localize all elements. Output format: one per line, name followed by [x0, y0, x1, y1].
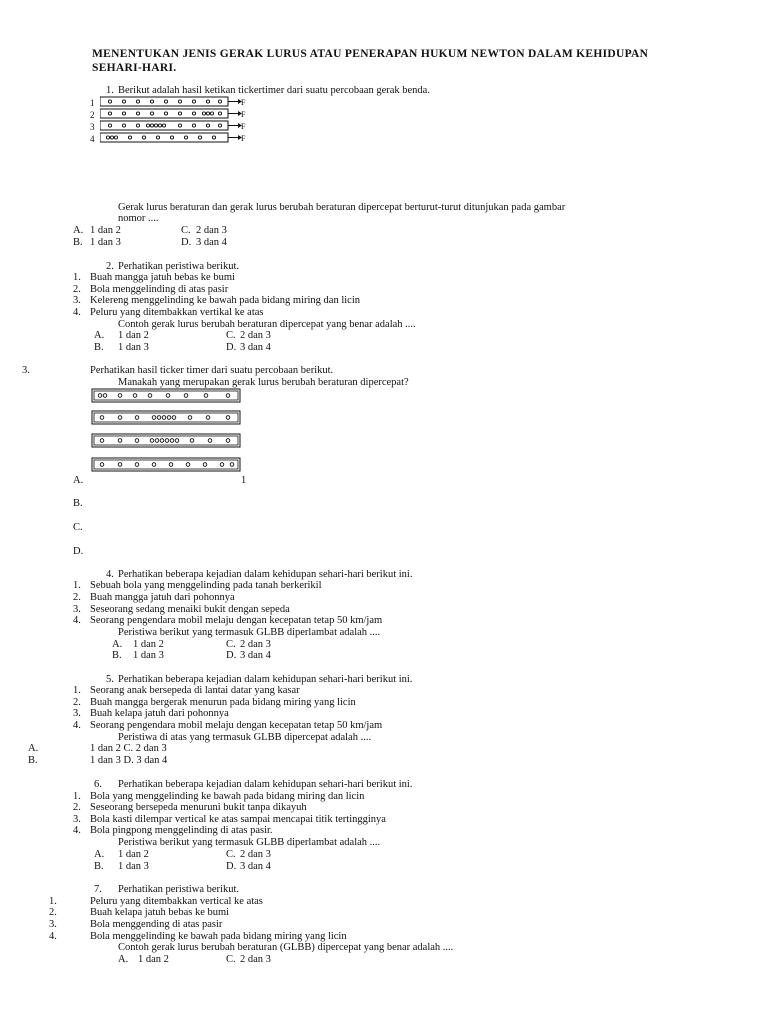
ticker-dot: [212, 136, 215, 139]
q6-option-d-letter[interactable]: D.: [226, 861, 237, 872]
ticker-dot: [136, 124, 139, 127]
ticker-dot: [218, 124, 221, 127]
q7-item-2: Buah kelapa jatuh bebas ke bumi: [90, 907, 230, 918]
q5-prompt: Perhatikan beberapa kejadian dalam kehidupan sehari-hari berikut ini.: [118, 674, 413, 685]
q2-number: 2.: [106, 261, 114, 272]
q4-option-b[interactable]: 1 dan 3: [133, 650, 164, 661]
ticker-dot: [100, 439, 104, 443]
q6-item-1-number: 1.: [73, 791, 81, 802]
ticker-dot: [178, 112, 181, 115]
q1-tape-4: [100, 133, 242, 142]
q4-option-c[interactable]: 2 dan 3: [240, 639, 271, 650]
ticker-dot: [133, 394, 137, 398]
q3-tape-2: [92, 411, 240, 424]
q5-item-3-number: 3.: [73, 708, 81, 719]
ticker-dot: [226, 394, 230, 398]
ticker-dot: [210, 112, 213, 115]
q1-question-line1: Gerak lurus beraturan dan gerak lurus berubah beraturan dipercepat berturut-turut ditunjukan pada gambar: [118, 202, 566, 213]
q3-option-d[interactable]: D.: [73, 546, 84, 557]
ticker-dot: [226, 416, 230, 420]
ticker-dot: [184, 394, 188, 398]
q7-item-4-number: 4.: [49, 931, 57, 942]
q4-question: Peristiwa berikut yang termasuk GLBB diperlambat adalah ....: [118, 627, 381, 638]
ticker-dot: [103, 394, 107, 398]
q3-tape-4: [92, 458, 240, 471]
ticker-dot: [169, 463, 173, 467]
page-title-line1: MENENTUKAN JENIS GERAK LURUS ATAU PENERAPAN HUKUM NEWTON DALAM KEHIDUPAN: [92, 48, 649, 60]
q6-prompt: Perhatikan beberapa kejadian dalam kehidupan sehari-hari berikut ini.: [118, 779, 413, 790]
ticker-dot: [175, 439, 179, 443]
q6-option-c[interactable]: 2 dan 3: [240, 849, 271, 860]
q5-option-row1-letter[interactable]: A.: [28, 743, 39, 754]
q2-item-3-number: 3.: [73, 295, 81, 306]
q5-option-row2[interactable]: 1 dan 3 D. 3 dan 4: [90, 755, 168, 766]
q2-item-1-number: 1.: [73, 272, 81, 283]
ticker-dot: [178, 100, 181, 103]
q3-option-a[interactable]: A.: [73, 475, 84, 486]
ticker-dot: [192, 100, 195, 103]
ticker-dot: [118, 439, 122, 443]
ticker-dot: [150, 112, 153, 115]
q5-item-1-number: 1.: [73, 685, 81, 696]
ticker-dot: [108, 100, 111, 103]
q5-item-1: Seorang anak bersepeda di lantai datar yang kasar: [90, 685, 300, 696]
q2-option-c[interactable]: 2 dan 3: [240, 330, 271, 341]
ticker-dot: [100, 416, 104, 420]
q4-option-b-letter[interactable]: B.: [112, 650, 122, 661]
q7-item-3: Bola menggending di atas pasir: [90, 919, 223, 930]
q7-option-a[interactable]: 1 dan 2: [138, 954, 169, 965]
ticker-dot: [208, 439, 212, 443]
ticker-dot: [202, 112, 205, 115]
ticker-dot: [110, 136, 113, 139]
ticker-dot: [157, 416, 161, 420]
ticker-dot: [226, 439, 230, 443]
ticker-dot: [98, 394, 102, 398]
q2-item-3: Kelereng menggelinding ke bawah pada bidang miring dan licin: [90, 295, 361, 306]
q2-item-4: Peluru yang ditembakkan vertikal ke atas: [90, 307, 264, 318]
ticker-dot: [108, 124, 111, 127]
q6-option-a-letter[interactable]: A.: [94, 849, 105, 860]
q3-tape-1: [92, 389, 240, 402]
q3-option-b[interactable]: B.: [73, 498, 83, 509]
q6-item-3-number: 3.: [73, 814, 81, 825]
q4-option-d[interactable]: 3 dan 4: [240, 650, 271, 661]
q2-item-2-number: 2.: [73, 284, 81, 295]
q2-option-b-letter[interactable]: B.: [94, 342, 104, 353]
ticker-dot: [218, 112, 221, 115]
q2-option-b[interactable]: 1 dan 3: [118, 342, 149, 353]
q7-number: 7.: [94, 884, 102, 895]
q1-tape-2: [100, 109, 242, 118]
ticker-dot: [230, 463, 234, 467]
ticker-dot: [122, 100, 125, 103]
q6-item-4: Bola pingpong menggelinding di atas pasir.: [90, 825, 273, 836]
q7-option-a-letter[interactable]: A.: [118, 954, 129, 965]
ticker-dot: [106, 136, 109, 139]
ticker-dot: [136, 112, 139, 115]
q4-option-a-letter[interactable]: A.: [112, 639, 123, 650]
q2-item-2: Bola menggelinding di atas pasir: [90, 284, 229, 295]
q6-option-d[interactable]: 3 dan 4: [240, 861, 271, 872]
q6-option-c-letter[interactable]: C.: [226, 849, 236, 860]
ticker-dot: [198, 136, 201, 139]
ticker-dot: [192, 112, 195, 115]
q6-option-b-letter[interactable]: B.: [94, 861, 104, 872]
ticker-dot: [206, 124, 209, 127]
q1-tape-label-3: 3: [90, 122, 95, 132]
q3-ticker-tape-figure: [90, 388, 250, 478]
q1-arrow-label-4: F: [241, 134, 246, 143]
q7-prompt: Perhatikan peristiwa berikut.: [118, 884, 240, 895]
q4-item-4-number: 4.: [73, 615, 81, 626]
ticker-dot: [170, 136, 173, 139]
q2-option-d-letter[interactable]: D.: [226, 342, 237, 353]
q2-option-c-letter[interactable]: C.: [226, 330, 236, 341]
ticker-dot: [192, 124, 195, 127]
ticker-dot: [190, 439, 194, 443]
q1-option-a[interactable]: 1 dan 2: [90, 225, 121, 236]
q1-arrow-label-1: F: [241, 98, 246, 107]
q4-item-2: Buah mangga jatuh dari pohonnya: [90, 592, 235, 603]
q5-item-2: Buah mangga bergerak menurun pada bidang miring yang licin: [90, 697, 356, 708]
q1-tape-3: [100, 121, 242, 130]
q4-item-1: Sebuah bola yang menggelinding pada tanah berkerikil: [90, 580, 322, 591]
q4-option-d-letter[interactable]: D.: [226, 650, 237, 661]
ticker-dot: [152, 463, 156, 467]
q5-item-2-number: 2.: [73, 697, 81, 708]
q3-tape-3: [92, 434, 240, 447]
q2-option-a[interactable]: 1 dan 2: [118, 330, 149, 341]
ticker-dot: [158, 124, 161, 127]
q2-question: Contoh gerak lurus berubah beraturan dipercepat yang benar adalah ....: [118, 319, 416, 330]
q6-item-2: Seseorang bersepeda menuruni bukit tanpa dikayuh: [90, 802, 307, 813]
ticker-dot: [220, 463, 224, 467]
q1-option-d[interactable]: 3 dan 4: [196, 237, 227, 248]
ticker-dot: [156, 136, 159, 139]
ticker-dot: [162, 416, 166, 420]
q6-number: 6.: [94, 779, 102, 790]
q1-arrow-label-2: F: [241, 110, 246, 119]
q3-option-c[interactable]: C.: [73, 522, 83, 533]
q3-number: 3.: [22, 365, 30, 376]
ticker-dot: [146, 124, 149, 127]
ticker-dot: [164, 100, 167, 103]
ticker-dot: [128, 136, 131, 139]
ticker-dot: [108, 112, 111, 115]
ticker-dot: [136, 100, 139, 103]
ticker-dot: [114, 136, 117, 139]
ticker-dot: [118, 416, 122, 420]
ticker-dot: [150, 124, 153, 127]
ticker-dot: [172, 416, 176, 420]
ticker-dot: [204, 394, 208, 398]
ticker-dot: [162, 124, 165, 127]
ticker-dot: [122, 112, 125, 115]
q3-prompt: Perhatikan hasil ticker timer dari suatu percobaan berikut.: [90, 365, 334, 376]
q2-item-4-number: 4.: [73, 307, 81, 318]
q4-item-3: Seseorang sedang menaiki bukit dengan sepeda: [90, 604, 290, 615]
q3-question: Manakah yang merupakan gerak lurus berubah beraturan dipercepat?: [118, 377, 409, 388]
q4-item-4: Seorang pengendara mobil melaju dengan kecepatan tetap 50 km/jam: [90, 615, 383, 626]
ticker-dot: [166, 394, 170, 398]
ticker-dot: [170, 439, 174, 443]
ticker-dot: [150, 439, 154, 443]
ticker-dot: [100, 463, 104, 467]
q6-item-2-number: 2.: [73, 802, 81, 813]
q1-option-b-letter[interactable]: B.: [73, 237, 83, 248]
q4-item-3-number: 3.: [73, 604, 81, 615]
ticker-dot: [218, 100, 221, 103]
q7-item-1-number: 1.: [49, 896, 57, 907]
ticker-dot: [150, 100, 153, 103]
ticker-dot: [155, 439, 159, 443]
q5-number: 5.: [106, 674, 114, 685]
q6-option-b[interactable]: 1 dan 3: [118, 861, 149, 872]
q1-arrow-label-3: F: [241, 122, 246, 131]
q6-question: Peristiwa berikut yang termasuk GLBB diperlambat adalah ....: [118, 837, 381, 848]
ticker-dot: [160, 439, 164, 443]
q6-item-3: Bola kasti dilempar vertical ke atas sampai mencapai titik tertingginya: [90, 814, 386, 825]
ticker-dot: [152, 416, 156, 420]
q1-option-c[interactable]: 2 dan 3: [196, 225, 227, 236]
q1-ticker-tape-figure: [100, 96, 250, 146]
ticker-dot: [164, 112, 167, 115]
ticker-dot: [186, 463, 190, 467]
page-title-line2: SEHARI-HARI.: [92, 62, 177, 74]
ticker-dot: [184, 136, 187, 139]
ticker-dot: [206, 416, 210, 420]
q1-tape-label-1: 1: [90, 98, 95, 108]
q6-option-a[interactable]: 1 dan 2: [118, 849, 149, 860]
ticker-dot: [142, 136, 145, 139]
q4-option-a[interactable]: 1 dan 2: [133, 639, 164, 650]
q1-option-c-letter[interactable]: C.: [181, 225, 191, 236]
ticker-dot: [118, 394, 122, 398]
q5-question: Peristiwa di atas yang termasuk GLBB dipercepat adalah ....: [118, 732, 372, 743]
ticker-dot: [203, 463, 207, 467]
q4-option-c-letter[interactable]: C.: [226, 639, 236, 650]
q1-prompt: Berikut adalah hasil ketikan tickertimer dari suatu percobaan gerak benda.: [118, 85, 430, 96]
q5-option-row1[interactable]: 1 dan 2 C. 2 dan 3: [90, 743, 167, 754]
q1-tape-1: [100, 97, 242, 106]
ticker-dot: [188, 416, 192, 420]
q2-item-1: Buah mangga jatuh bebas ke bumi: [90, 272, 235, 283]
ticker-dot: [148, 394, 152, 398]
q6-item-4-number: 4.: [73, 825, 81, 836]
q4-item-1-number: 1.: [73, 580, 81, 591]
q4-item-2-number: 2.: [73, 592, 81, 603]
ticker-dot: [206, 100, 209, 103]
q1-option-d-letter[interactable]: D.: [181, 237, 192, 248]
q7-question: Contoh gerak lurus berubah beraturan (GLBB) dipercepat yang benar adalah ....: [118, 942, 454, 953]
q1-option-a-letter[interactable]: A.: [73, 225, 84, 236]
q7-item-3-number: 3.: [49, 919, 57, 930]
ticker-dot: [135, 439, 139, 443]
ticker-dot: [118, 463, 122, 467]
ticker-dot: [135, 416, 139, 420]
q5-item-3: Buah kelapa jatuh dari pohonnya: [90, 708, 229, 719]
q1-question-line2: nomor ....: [118, 213, 159, 224]
q1-number: 1.: [106, 85, 114, 96]
ticker-dot: [167, 416, 171, 420]
q3-stray-label: 1: [241, 475, 247, 486]
q4-number: 4.: [106, 569, 114, 580]
q1-option-b[interactable]: 1 dan 3: [90, 237, 121, 248]
q4-prompt: Perhatikan beberapa kejadian dalam kehidupan sehari-hari berikut ini.: [118, 569, 413, 580]
ticker-dot: [154, 124, 157, 127]
ticker-dot: [135, 463, 139, 467]
q5-option-row2-letter[interactable]: B.: [28, 755, 38, 766]
ticker-dot: [178, 124, 181, 127]
ticker-dot: [206, 112, 209, 115]
q1-tape-label-4: 4: [90, 134, 95, 144]
q7-item-1: Peluru yang ditembakkan vertical ke atas: [90, 896, 263, 907]
q2-option-a-letter[interactable]: A.: [94, 330, 105, 341]
q2-prompt: Perhatikan peristiwa berikut.: [118, 261, 240, 272]
q5-item-4: Seorang pengendara mobil melaju dengan kecepatan tetap 50 km/jam: [90, 720, 383, 731]
q7-item-4: Bola menggelinding ke bawah pada bidang miring yang licin: [90, 931, 347, 942]
q1-tape-label-2: 2: [90, 110, 95, 120]
q5-item-4-number: 4.: [73, 720, 81, 731]
q7-item-2-number: 2.: [49, 907, 57, 918]
ticker-dot: [122, 124, 125, 127]
q2-option-d[interactable]: 3 dan 4: [240, 342, 271, 353]
q6-item-1: Bola yang menggelinding ke bawah pada bidang miring dan licin: [90, 791, 365, 802]
q7-option-c-letter[interactable]: C.: [226, 954, 236, 965]
ticker-dot: [165, 439, 169, 443]
q7-option-c[interactable]: 2 dan 3: [240, 954, 271, 965]
